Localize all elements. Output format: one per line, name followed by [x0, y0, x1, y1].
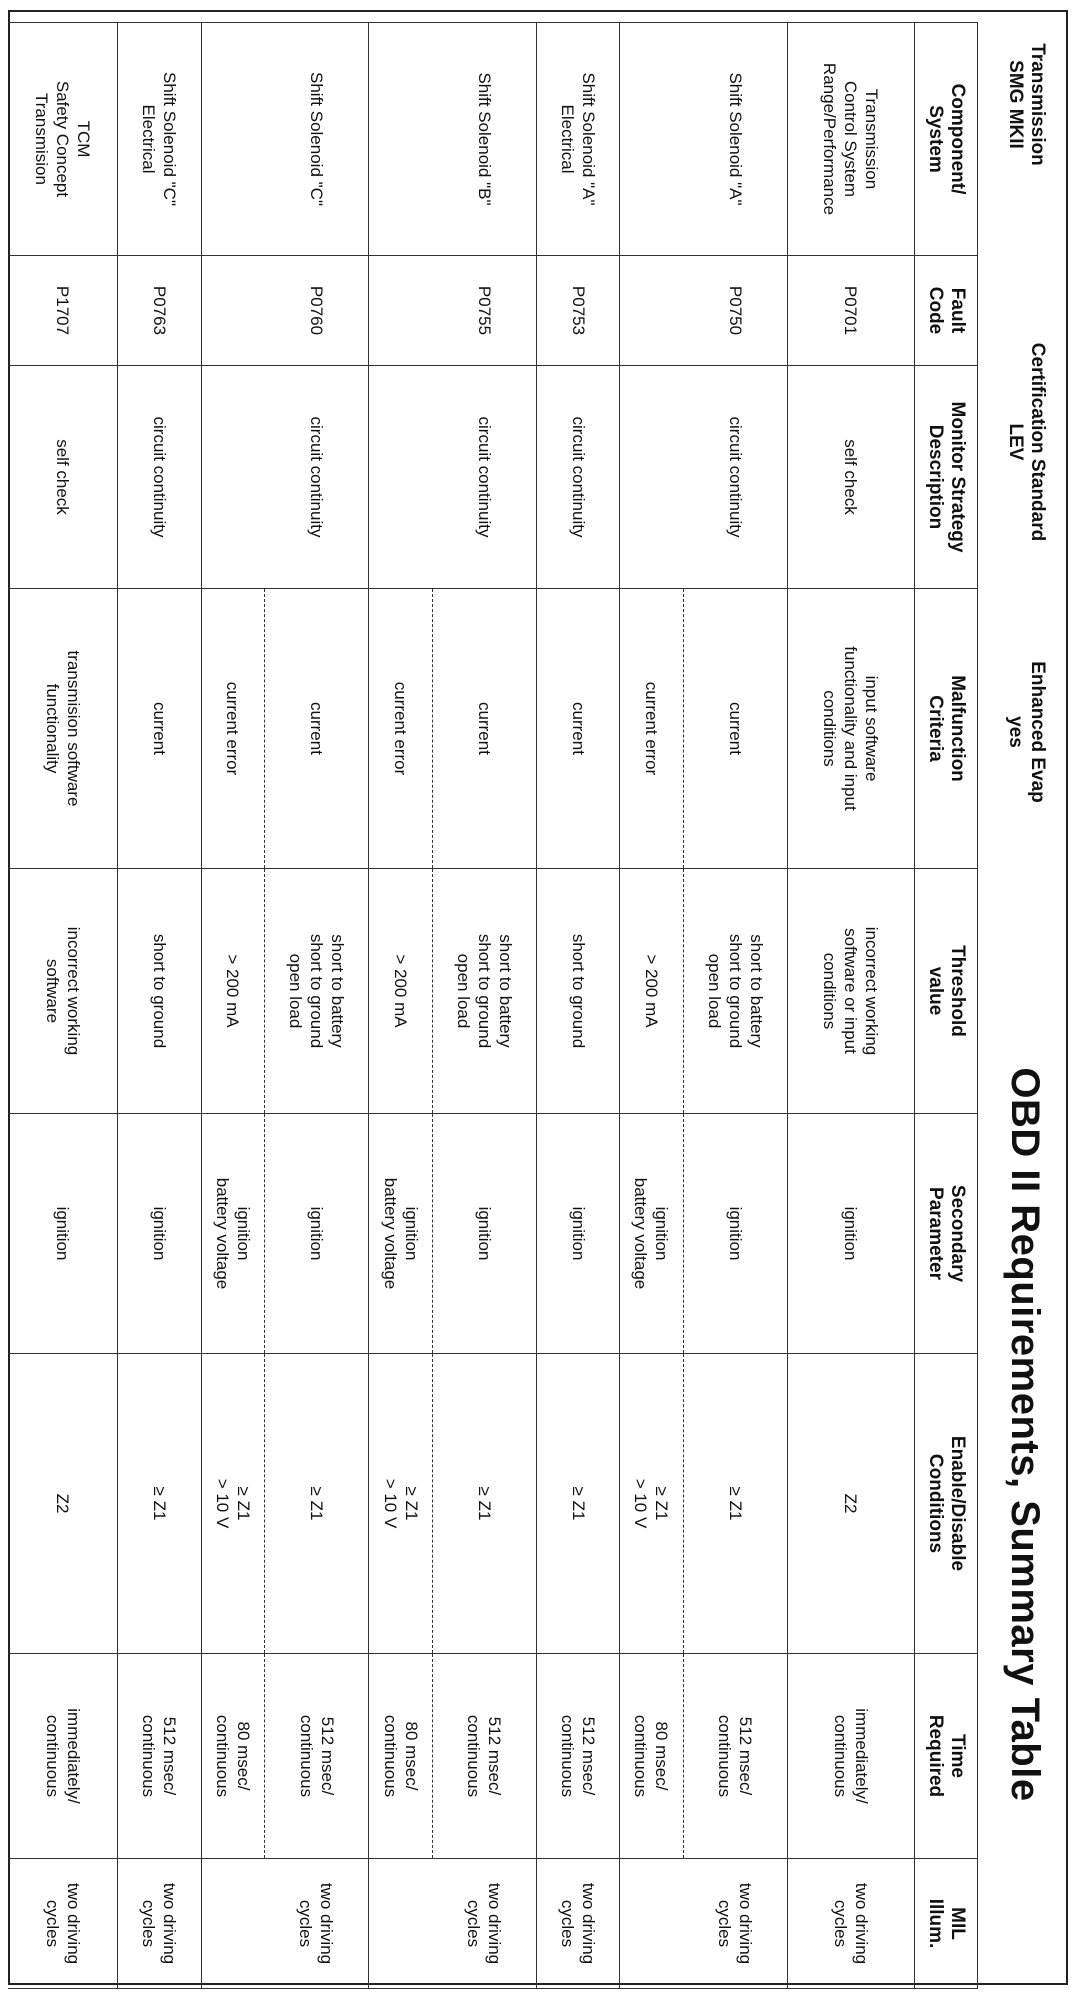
evap-label: Enhanced Evap yes: [1005, 661, 1048, 803]
cell-monitor: [369, 366, 433, 589]
cell-time: immediately/ continuous: [787, 1654, 914, 1859]
col-time: Time Required: [915, 1654, 978, 1859]
cell-code: P0755: [432, 256, 536, 366]
cell-threshold: incorrect working software or input conditions: [787, 869, 914, 1114]
cell-code: [620, 256, 684, 366]
cell-secondary: ignition battery voltage: [201, 1114, 265, 1354]
cell-component: [369, 23, 433, 256]
cell-threshold: > 200 mA: [620, 869, 684, 1114]
cell-monitor: circuit continuity: [118, 366, 201, 589]
cell-mil: two driving cycles: [787, 1859, 914, 1989]
cell-malfunction: current: [683, 589, 787, 869]
cell-malfunction: input software functionality and input conditions: [787, 589, 914, 869]
cell-time: 80 msec/ continuous: [620, 1654, 684, 1859]
table-row: [118, 23, 201, 1989]
cell-malfunction: current: [536, 589, 619, 869]
cell-component: Shift Solenoid "A" Electrical: [536, 23, 619, 256]
cell-malfunction: current error: [369, 589, 433, 869]
certification-label: Certification Standard LEV: [1005, 342, 1048, 542]
cell-threshold: > 200 mA: [369, 869, 433, 1114]
cell-code: P0753: [536, 256, 619, 366]
cell-time: 512 msec/ continuous: [265, 1654, 369, 1859]
table-row: [683, 23, 787, 1989]
cell-secondary: ignition: [787, 1114, 914, 1354]
col-component: Component/ System: [915, 23, 978, 256]
cell-mil: [201, 1859, 265, 1989]
cell-component: Shift Solenoid "A": [683, 23, 787, 256]
cell-code: P0760: [265, 256, 369, 366]
cell-time: 80 msec/ continuous: [369, 1654, 433, 1859]
cell-mil: two driving cycles: [536, 1859, 619, 1989]
cell-secondary: ignition battery voltage: [620, 1114, 684, 1354]
page-title: OBD II Requirements, Summary Table: [1003, 1067, 1048, 1802]
cell-mil: two driving cycles: [8, 1859, 118, 1989]
cell-code: [201, 256, 265, 366]
cell-component: Shift Solenoid "C": [265, 23, 369, 256]
cell-code: [369, 256, 433, 366]
cell-threshold: short to battery short to ground open load: [432, 869, 536, 1114]
cell-secondary: ignition: [118, 1114, 201, 1354]
cell-component: [620, 23, 684, 256]
cell-monitor: circuit continuity: [432, 366, 536, 589]
table-frame: [8, 10, 1068, 1985]
cell-time: 512 msec/ continuous: [432, 1654, 536, 1859]
cell-threshold: short to battery short to ground open load: [683, 869, 787, 1114]
cell-enable: ≥ Z1 > 10 V: [369, 1354, 433, 1654]
cell-enable: ≥ Z1 > 10 V: [201, 1354, 265, 1654]
cell-malfunction: transmision software functionality: [8, 589, 118, 869]
table-row: [787, 23, 914, 1989]
cell-mil: [620, 1859, 684, 1989]
col-enable: Enable/Disable Conditions: [915, 1354, 978, 1654]
cell-time: 512 msec/ continuous: [683, 1654, 787, 1859]
cell-secondary: ignition: [432, 1114, 536, 1354]
cell-monitor: circuit continuity: [683, 366, 787, 589]
transmission-label: Transmission SMG MKII: [1005, 43, 1048, 166]
cell-time: 80 msec/ continuous: [201, 1654, 265, 1859]
table-row: [620, 23, 684, 1989]
cell-mil: [369, 1859, 433, 1989]
table-row: [536, 23, 619, 1989]
col-secondary: Secondary Parameter: [915, 1114, 978, 1354]
cell-monitor: circuit continuity: [265, 366, 369, 589]
cell-secondary: ignition: [8, 1114, 118, 1354]
cell-time: 512 msec/ continuous: [536, 1654, 619, 1859]
col-mil: MIL Illum.: [915, 1859, 978, 1989]
cell-component: Shift Solenoid "B": [432, 23, 536, 256]
cell-mil: two driving cycles: [432, 1859, 536, 1989]
cell-enable: ≥ Z1: [683, 1354, 787, 1654]
col-fault-code: Fault Code: [915, 256, 978, 366]
cell-threshold: > 200 mA: [201, 869, 265, 1114]
cell-monitor: [201, 366, 265, 589]
cell-secondary: ignition: [265, 1114, 369, 1354]
cell-malfunction: current error: [201, 589, 265, 869]
table-row: [201, 23, 265, 1989]
cell-mil: two driving cycles: [683, 1859, 787, 1989]
cell-code: P0763: [118, 256, 201, 366]
col-malfunction: Malfunction Criteria: [915, 589, 978, 869]
cell-enable: Z2: [787, 1354, 914, 1654]
cell-enable: ≥ Z1: [432, 1354, 536, 1654]
cell-component: Transmission Control System Range/Performance: [787, 23, 914, 256]
obd-summary-table: [8, 22, 978, 1989]
cell-enable: ≥ Z1: [118, 1354, 201, 1654]
cell-monitor: [620, 366, 684, 589]
cell-threshold: incorrect working software: [8, 869, 118, 1114]
cell-malfunction: current error: [620, 589, 684, 869]
cell-threshold: short to battery short to ground open load: [265, 869, 369, 1114]
cell-component: Shift Solenoid "C" Electrical: [118, 23, 201, 256]
table-row: [265, 23, 369, 1989]
cell-code: P1707: [8, 256, 118, 366]
cell-code: P0701: [787, 256, 914, 366]
table-row: [8, 23, 118, 1989]
table-row: [432, 23, 536, 1989]
cell-malfunction: current: [118, 589, 201, 869]
col-monitor: Monitor Strategy Description: [915, 366, 978, 589]
col-threshold: Threshold value: [915, 869, 978, 1114]
cell-enable: Z2: [8, 1354, 118, 1654]
cell-code: P0750: [683, 256, 787, 366]
cell-enable: ≥ Z1 > 10 V: [620, 1354, 684, 1654]
cell-monitor: self check: [787, 366, 914, 589]
cell-threshold: short to ground: [118, 869, 201, 1114]
table-row: [369, 23, 433, 1989]
cell-time: immediately/ continuous: [8, 1654, 118, 1859]
cell-secondary: ignition: [683, 1114, 787, 1354]
cell-component: TCM Safety Concept Transmision: [8, 23, 118, 256]
cell-secondary: ignition: [536, 1114, 619, 1354]
cell-enable: ≥ Z1: [536, 1354, 619, 1654]
cell-monitor: self check: [8, 366, 118, 589]
column-header-row: [915, 23, 978, 1989]
cell-threshold: short to ground: [536, 869, 619, 1114]
cell-enable: ≥ Z1: [265, 1354, 369, 1654]
cell-component: [201, 23, 265, 256]
cell-mil: two driving cycles: [118, 1859, 201, 1989]
cell-secondary: ignition battery voltage: [369, 1114, 433, 1354]
cell-time: 512 msec/ continuous: [118, 1654, 201, 1859]
cell-monitor: circuit continuity: [536, 366, 619, 589]
cell-mil: two driving cycles: [265, 1859, 369, 1989]
cell-malfunction: current: [265, 589, 369, 869]
cell-malfunction: current: [432, 589, 536, 869]
